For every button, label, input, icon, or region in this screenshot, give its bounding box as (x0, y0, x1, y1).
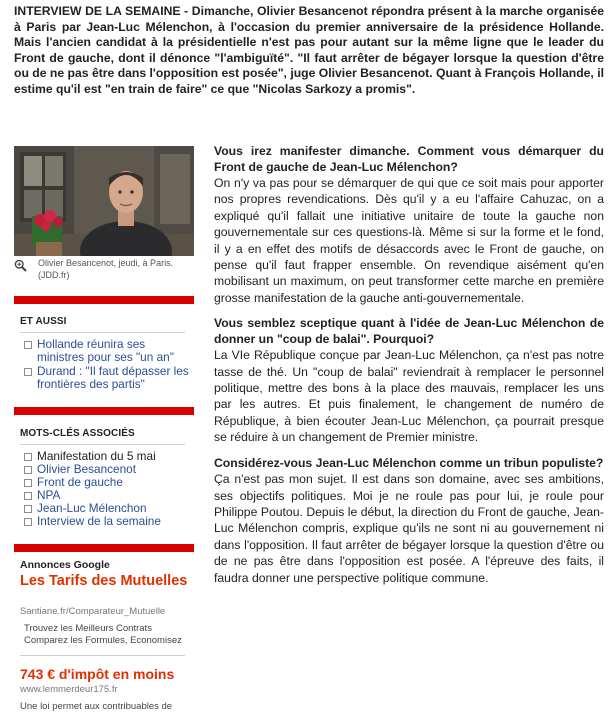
ads-title: Annonces Google (20, 559, 110, 571)
interview-answer: On n'y va pas pour se démarquer de qui que ce soit mais pour apporter nos propres revendications. Dès qu'il y a eu l'affaire Cahuzac, on a expliqué qu'il fallait une initiative unitaire de toute la gauche non gouvernementale sur ces questions-là. Même si sur la forme et le fond, il y a en effet des motifs de désaccords avec le Front de gauche, on pense qu'il faut frapper ensemble. On revendique aisément qu'en mobilisant un maximum, on peut transformer cette marche en première grosse manifestation de la gauche anti-gouvernementale. (214, 176, 604, 305)
photo-illustration (14, 146, 194, 256)
et-aussi-red-bar (14, 296, 194, 304)
ad-url[interactable]: www.lemmerdeur175.fr (20, 684, 118, 695)
mots-cles-divider (20, 444, 185, 445)
article-kicker: INTERVIEW DE LA SEMAINE (14, 4, 181, 18)
tag-item: Manifestation du 5 mai (24, 450, 161, 463)
et-aussi-title: ET AUSSI (20, 316, 67, 327)
interview-answer: Ça n'est pas mon sujet. Il est dans son domaine, avec ses ambitions, ses objectifs politiques. Moi je ne roule pas pour lui, je roule pour Philippe Poutou. Depuis le début, la direction du Front de gauche, Jean-Luc Mélenchon compris, explique qu'ils ne sont ni au gouvernement ni dans l'opposition. Il faut arrêter de bégayer lorsque la question d'être ou de ne pas être dans l'opposition est posée. A l'épreuve des faits, il faudra donner une perspective politique commune. (214, 472, 604, 585)
ad-title-link[interactable]: Les Tarifs des Mutuelles (20, 573, 188, 589)
interview-answer: La VIe République conçue par Jean-Luc Mélenchon, ça n'est pas notre tasse de thé. Un "coup de balai" reviendrait à remplacer le personnel politique, mettre des bons à la place des mauvais, remplacer les uns par les autres. Et puis finalement, le changement de numéro de République, à bien écouter Jean-Luc Mélenchon, ça pourrait presque se réduire à un changement de Premier ministre. (214, 348, 604, 445)
ad-text: Une loi permet aux contribuables de (20, 701, 173, 712)
photo-caption-row (14, 258, 194, 290)
article-photo[interactable] (14, 146, 194, 256)
interview-body (214, 144, 604, 596)
article-lead-text: - Dimanche, Olivier Besancenot répondra présent à la marche organisée à Paris par Jean-Luc Mélenchon, à l'occasion du premier anniversaire de la présidence Hollande. Mais l'ancien candidat à la présidentielle n'est pas pour autant sur la même ligne que le leader du Front de gauche, dont il dénonce "l'ambiguïté". "Il faut arrêter de bégayer lorsque la question d'être ou de ne pas être dans l'opposition est posée", juge Olivier Besancenot. Quant à François Hollande, il estime qu'il est "en train de faire" ce que "Nicolas Sarkozy a promis". (14, 4, 604, 96)
tag-link[interactable]: Front de gauche (24, 476, 161, 489)
tag-link[interactable]: Interview de la semaine (24, 515, 161, 528)
et-aussi-link[interactable]: Durand : "Il faut dépasser les frontières des partis" (24, 365, 192, 391)
ads-divider (20, 655, 185, 656)
et-aussi-link[interactable]: Hollande réunira ses ministres pour ses "un an" (24, 338, 184, 364)
tag-link[interactable]: Olivier Besancenot (24, 463, 161, 476)
et-aussi-divider (20, 332, 185, 333)
ad-url[interactable]: Santiane.fr/Comparateur_Mutuelle (20, 606, 166, 617)
bullet-square-icon (24, 341, 32, 349)
zoom-icon[interactable] (14, 259, 27, 272)
ad-title-link[interactable]: 743 € d'impôt en moins (20, 666, 175, 682)
interview-question: Considérez-vous Jean-Luc Mélenchon comme un tribun populiste? (214, 455, 604, 470)
tag-link[interactable]: Jean-Luc Mélenchon (24, 502, 161, 515)
ad-text: Trouvez les Meilleurs Contrats Comparez les Formules, Economisez (24, 623, 182, 646)
bullet-square-icon (24, 453, 32, 461)
bullet-square-icon (24, 479, 32, 487)
left-column (14, 146, 194, 290)
bullet-square-icon (24, 466, 32, 474)
mots-cles-red-bar (14, 407, 194, 415)
ads-red-bar (14, 544, 194, 552)
mots-cles-title: MOTS-CLÉS ASSOCIÉS (20, 428, 135, 439)
et-aussi-list (24, 338, 192, 392)
tag-link[interactable]: NPA (24, 489, 161, 502)
article-lead (14, 4, 604, 97)
bullet-square-icon (24, 518, 32, 526)
photo-caption: Olivier Besancenot, jeudi, à Paris. (JDD.fr) (38, 258, 174, 280)
bullet-square-icon (24, 368, 32, 376)
bullet-square-icon (24, 492, 32, 500)
bullet-square-icon (24, 505, 32, 513)
mots-cles-list (24, 450, 161, 528)
interview-question: Vous irez manifester dimanche. Comment vous démarquer du Front de gauche de Jean-Luc Mélenchon? (214, 144, 604, 174)
interview-question: Vous semblez sceptique quant à l'idée de Jean-Luc Mélenchon de donner un "coup de balai". Pourquoi? (214, 316, 604, 346)
